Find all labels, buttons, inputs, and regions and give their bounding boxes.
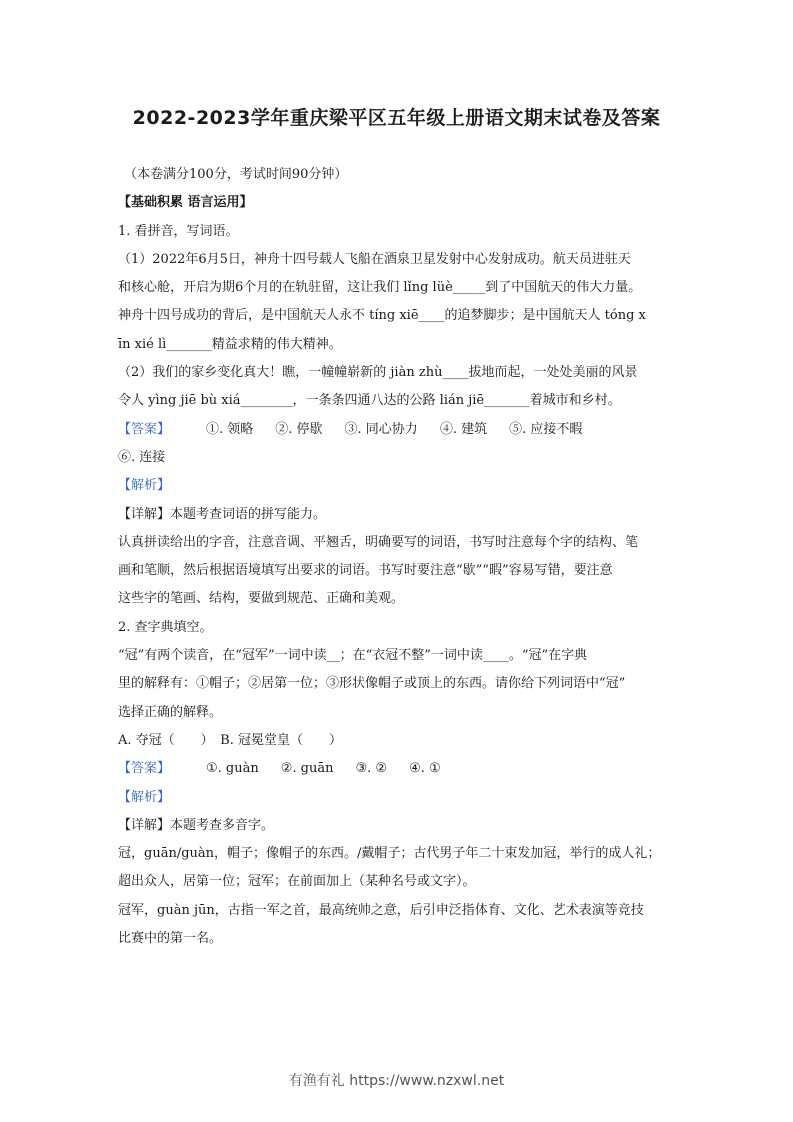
q1-explanation-line1: 认真拼读给出的字音，注意音调、平翘舌，明确要写的词语，书写时注意每个字的结构、笔 [118,534,639,550]
subtitle: （本卷满分100分，考试时间90分钟） [124,167,348,182]
q1-explanation-line2: 画和笔顺，然后根据语境填写出要求的词语。书写时要注意“歇”“暇”容易写错，要注意 [118,563,613,579]
q1-paragraph2-line1: （2）我们的家乡变化真大！瞧，一幢幢崭新的 jiàn zhù____拔地而起，一处处美丽的风景 [118,365,638,381]
q2-detail: 【详解】本题考查多音字。 [118,817,275,833]
answer-item: ⑤. 应接不暇 [509,421,583,437]
q2-options: A. 夺冠（ ） B. 冠冕堂皇（ ） [118,732,342,748]
answer-item: ①. 领略 [206,421,254,437]
q1-paragraph1-line2: 和核心舱，开启为期6个月的在轨驻留，这让我们 lǐng lüè_____到了中国航天的伟大力量。 [118,280,642,296]
q2-line3: 选择正确的解释。 [118,704,223,720]
answer-item: ③. 同心协力 [344,421,418,437]
q1-stem: 1. 看拼音，写词语。 [118,223,239,239]
analysis-tag: 【解析】 [118,478,171,494]
q2-explanation-line1: 冠，guān/guàn，帽子；像帽子的东西。/戴帽子；古代男子年二十束发加冠，举行的成人礼； [118,846,661,862]
answer-item: ④. 建筑 [439,421,488,437]
analysis-tag: 【解析】 [118,789,171,805]
q1-answer-line2: ⑥. 连接 [118,449,166,465]
section-heading: 【基础积累 语言运用】 [118,195,253,211]
q2-explanation-line2: 超出众人，居第一位；冠军；在前面加上（某种名号或文字）。 [118,874,476,890]
q1-paragraph2-line2: 令人 yìng jiē bù xiá________，一条条四通八达的公路 lián jiē_______着城市和乡村。 [118,393,621,409]
answer-item: ①. guàn [206,761,259,777]
q1-paragraph1-line1: （1）2022年6月5日，神舟十四号载人飞船在酒泉卫星发射中心发射成功。航天员进驻天 [118,251,631,267]
q1-answer-row [118,416,678,444]
q1-paragraph1-line4: īn xié lì_______精益求精的伟大精神。 [118,336,342,352]
document-body [118,161,678,953]
q2-answer-row [118,755,678,783]
q2-line2: 里的解释有：①帽子；②居第一位；③形状像帽子或顶上的东西。请你给下列词语中“冠” [118,676,626,692]
q2-stem: 2. 查字典填空。 [118,619,213,635]
q1-paragraph1-line3: 神舟十四号成功的背后，是中国航天人永不 tíng xiē____的追梦脚步；是中国航天人 tóng x [118,308,646,324]
answer-item: ②. 停歇 [275,421,323,437]
q1-detail: 【详解】本题考查词语的拼写能力。 [118,506,327,522]
answer-item: ④. ① [409,761,441,777]
answer-item: ③. ② [355,761,388,777]
q2-explanation-line3: 冠军，guàn jūn，古指一军之首，最高统帅之意，后引申泛指体育、文化、艺术表演等竞技 [118,902,644,918]
answer-tag: 【答案】 [118,421,171,437]
footer-watermark: 有渔有礼 https://www.nzxwl.net [288,1073,505,1089]
document-title: 2022-2023学年重庆梁平区五年级上册语文期末试卷及答案 [132,107,661,129]
q2-explanation-line4: 比赛中的第一名。 [118,931,223,947]
q1-explanation-line3: 这些字的笔画、结构，要做到规范、正确和美观。 [118,591,405,607]
answer-item: ②. guān [280,761,334,777]
answer-tag: 【答案】 [118,761,171,777]
q2-line1: “冠”有两个读音，在“冠军”一词中读__；在“衣冠不整”一词中读____。“冠”在字典 [118,648,588,664]
